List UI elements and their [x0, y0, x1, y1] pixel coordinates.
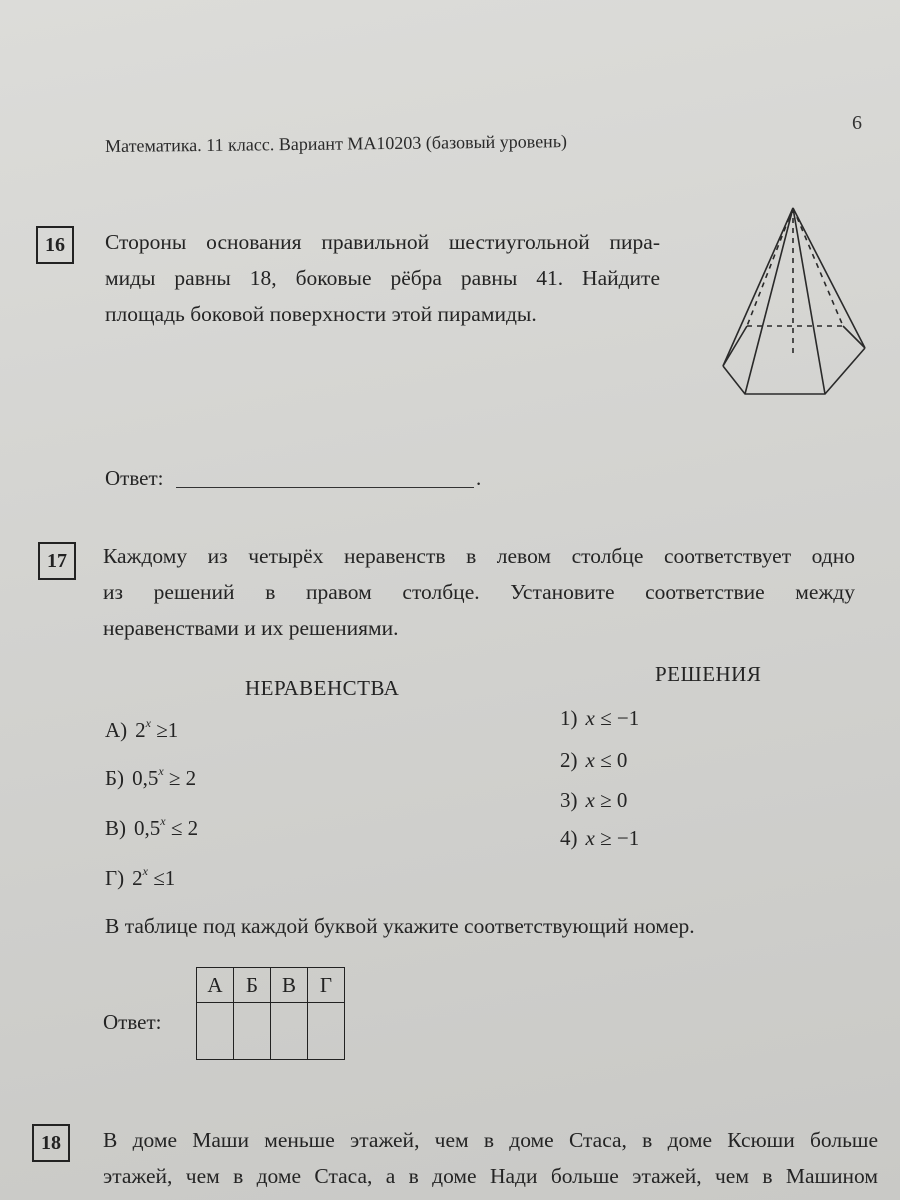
solution-4: [560, 826, 639, 851]
task-16-answer-period: .: [476, 466, 482, 490]
task-number-17: 17: [38, 542, 76, 580]
solution-4-var: x: [585, 826, 595, 850]
solution-1-label: 1): [560, 706, 578, 730]
answer-cell-a[interactable]: [197, 1003, 234, 1060]
hexagonal-pyramid-figure: [715, 198, 870, 408]
inequality-v-exp: x: [160, 814, 166, 828]
task-16-answer-line[interactable]: [176, 487, 474, 488]
answer-col-header-v: В: [271, 968, 308, 1003]
task-number-16: 16: [36, 226, 74, 264]
inequality-a-label: А): [105, 718, 128, 742]
inequality-a-base: 2: [135, 718, 146, 742]
answer-cell-v[interactable]: [271, 1003, 308, 1060]
answer-col-header-a: А: [197, 968, 234, 1003]
solution-1-rel: ≤ −1: [600, 706, 640, 730]
inequalities-heading: НЕРАВЕНСТВА: [245, 676, 400, 700]
answer-col-header-g: Г: [308, 968, 345, 1003]
answer-cell-b[interactable]: [234, 1003, 271, 1060]
inequality-b-exp: x: [158, 764, 164, 778]
task-17-answer-label: Ответ:: [103, 1010, 162, 1034]
task-16-line-3: площадь боковой поверхности этой пирамиды.: [105, 302, 537, 326]
task-18-line-2: этажей, чем в доме Стаса, а в доме Нади больше этажей, чем в Машином: [103, 1164, 878, 1188]
answer-col-header-b: Б: [234, 968, 271, 1003]
solution-3-label: 3): [560, 788, 578, 812]
inequality-v: [105, 816, 198, 841]
inequality-g-label: Г): [105, 866, 125, 890]
solution-1: [560, 706, 639, 731]
task-16-line-1: Стороны основания правильной шестиугольной пира-: [105, 230, 660, 254]
inequality-a-rel: ≥1: [156, 718, 179, 742]
inequality-b-label: Б): [105, 766, 125, 790]
inequality-v-label: В): [105, 816, 126, 840]
inequality-g-exp: x: [142, 864, 148, 878]
inequality-a-exp: x: [145, 716, 151, 730]
task-17-text: [103, 538, 855, 646]
solutions-heading: РЕШЕНИЯ: [655, 662, 762, 686]
solution-3-rel: ≥ 0: [600, 788, 628, 812]
solution-1-var: x: [585, 706, 595, 730]
task-17-answer-table: [196, 967, 345, 1060]
inequality-g-base: 2: [132, 866, 143, 890]
inequality-b: [105, 766, 196, 791]
inequality-b-base: 0,5: [132, 766, 159, 790]
inequality-g-rel: ≤1: [153, 866, 176, 890]
solution-2-var: x: [585, 748, 595, 772]
task-17-line-2: из решений в правом столбце. Установите соответствие между: [103, 580, 855, 604]
inequality-v-rel: ≤ 2: [170, 816, 199, 840]
inequality-v-base: 0,5: [134, 816, 161, 840]
inequality-b-rel: ≥ 2: [168, 766, 197, 790]
task-17-instruction: В таблице под каждой буквой укажите соответствующий номер.: [105, 914, 695, 938]
answer-cell-g[interactable]: [308, 1003, 345, 1060]
solution-4-label: 4): [560, 826, 578, 850]
task-number-18: 18: [32, 1124, 70, 1162]
task-16-text: [105, 224, 660, 332]
task-17-line-3: неравенствами и их решениями.: [103, 616, 399, 640]
task-16-line-2: миды равны 18, боковые рёбра равны 41. Найдите: [105, 266, 660, 290]
solution-3: [560, 788, 627, 813]
task-17-line-1: Каждому из четырёх неравенств в левом столбце соответствует одно: [103, 544, 855, 568]
running-header: Математика. 11 класс. Вариант МА10203 (базовый уровень): [105, 131, 568, 156]
solution-3-var: x: [585, 788, 595, 812]
solution-2-rel: ≤ 0: [600, 748, 628, 772]
solution-2: [560, 748, 627, 773]
task-18-line-1: В доме Маши меньше этажей, чем в доме Стаса, в доме Ксюши больше: [103, 1128, 878, 1152]
solution-4-rel: ≥ −1: [600, 826, 640, 850]
task-16-answer-label: Ответ:: [105, 466, 164, 490]
inequality-a: [105, 718, 178, 743]
page-number: 6: [852, 112, 862, 134]
inequality-g: [105, 866, 175, 891]
solution-2-label: 2): [560, 748, 578, 772]
task-18-text: [103, 1122, 878, 1194]
